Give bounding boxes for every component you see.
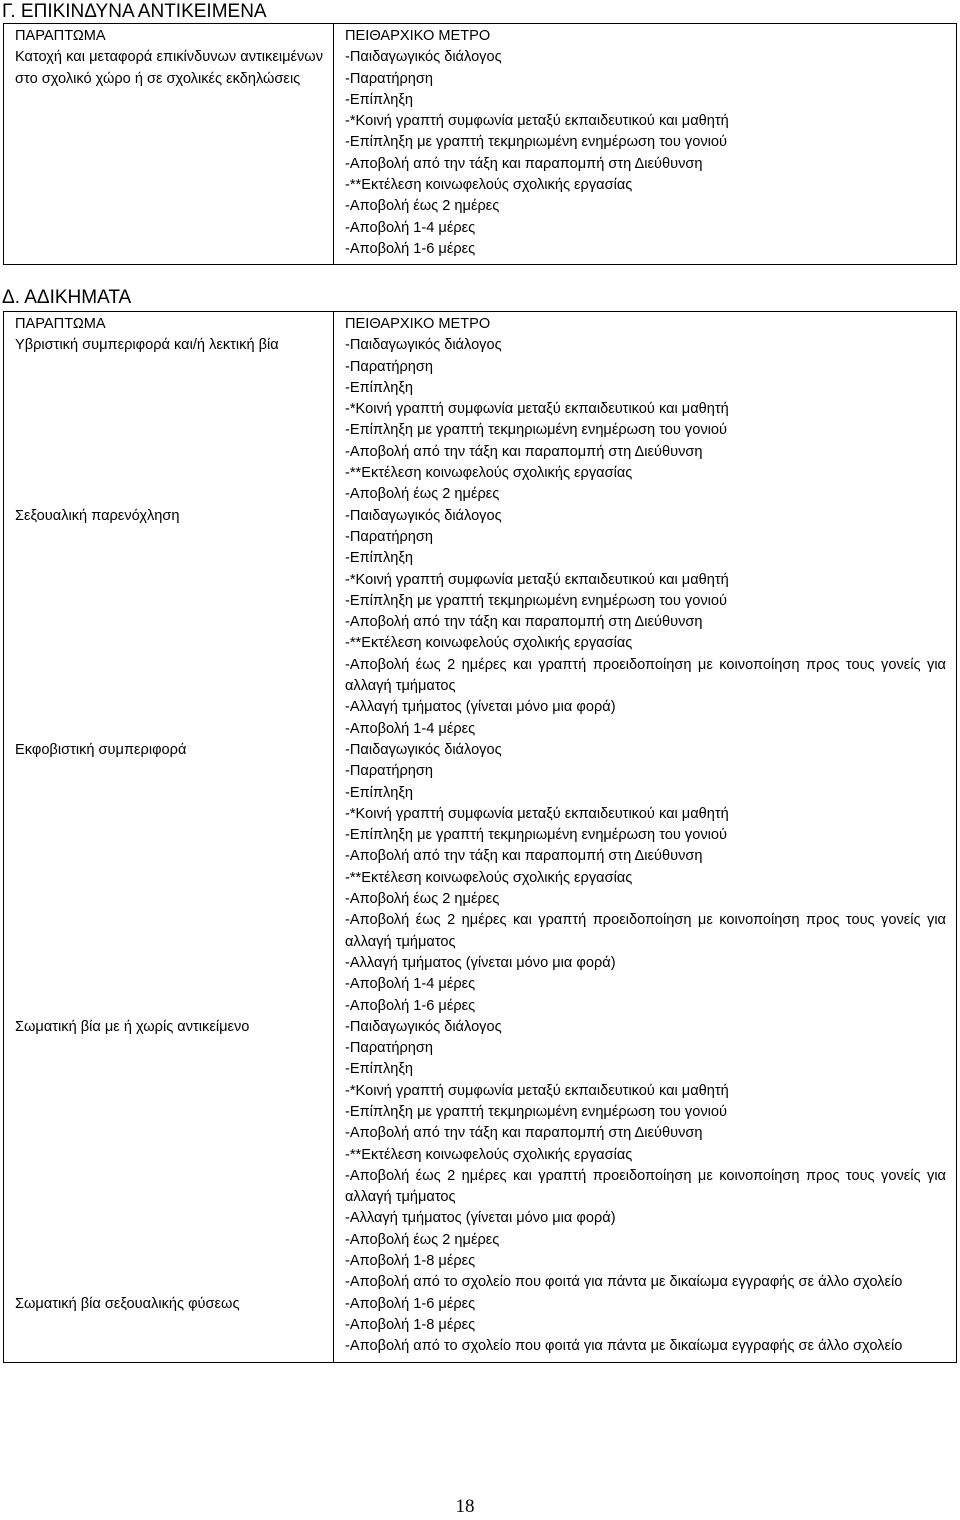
measure-item: -Αποβολή 1-8 μέρες (345, 1253, 476, 1270)
measure-item: -**Εκτέλεση κοινωφελούς σχολικής εργασίας (345, 465, 633, 482)
measure-item: -Επίπληξη (345, 1061, 414, 1078)
measure-item: -Αλλαγή τμήματος (γίνεται μόνο μια φορά) (345, 699, 616, 716)
offense-text: Υβριστική συμπεριφορά και/ή λεκτική βία (15, 337, 279, 354)
offense-column-header: ΠΑΡΑΠΤΩΜΑ (15, 316, 106, 332)
section-heading-offenses: Δ. ΑΔΙΚΗΜΑΤΑ (2, 287, 132, 308)
measure-list (345, 506, 946, 740)
measure-item: -Αποβολή έως 2 ημέρες (345, 891, 500, 908)
measure-item: -*Κοινή γραπτή συμφωνία μεταξύ εκπαιδευτικού και μαθητή (345, 401, 729, 418)
measure-item: -Επίπληξη με γραπτή τεκμηριωμένη ενημέρωση του γονιού (345, 827, 727, 844)
measure-item: -Αλλαγή τμήματος (γίνεται μόνο μια φορά) (345, 954, 616, 971)
offense-text: Σεξουαλική παρενόχληση (15, 507, 180, 524)
offenses-table (3, 311, 957, 1363)
measure-item: -Επίπληξη (345, 550, 414, 567)
measure-item: -Επίπληξη με γραπτή τεκμηριωμένη ενημέρωση του γονιού (345, 134, 727, 151)
measure-item: -Αποβολή έως 2 ημέρες (345, 486, 500, 503)
offense-column-header: ΠΑΡΑΠΤΩΜΑ (15, 28, 106, 44)
offense-text: Εκφοβιστική συμπεριφορά (15, 741, 187, 758)
table-row (4, 24, 957, 265)
measure-item: -Αποβολή από το σχολείο που φοιτά για πάντα με δικαίωμα εγγραφής σε άλλο σχολείο (345, 1274, 903, 1291)
measure-item: -Παρατήρηση (345, 70, 433, 87)
measure-item: -Αποβολή 1-6 μέρες (345, 240, 476, 257)
measure-item: -Αποβολή έως 2 ημέρες (345, 1231, 500, 1248)
measure-item: -*Κοινή γραπτή συμφωνία μεταξύ εκπαιδευτικού και μαθητή (345, 805, 729, 822)
measure-item: -Αποβολή έως 2 ημέρες και γραπτή προειδοποίηση με κοινοποίηση προς τους γονείς για αλλαγή τμήματος (345, 656, 946, 695)
page-number: 18 (455, 1496, 475, 1517)
measure-item: -Επίπληξη (345, 379, 414, 396)
measure-item: -**Εκτέλεση κοινωφελούς σχολικής εργασίας (345, 1146, 633, 1163)
measure-cell (334, 24, 957, 265)
measure-item: -Παρατήρηση (345, 528, 433, 545)
measure-list (345, 1294, 946, 1358)
measure-item: -Αποβολή 1-4 μέρες (345, 720, 476, 737)
measure-item: -Αποβολή από την τάξη και παραπομπή στη Διεύθυνση (345, 1125, 703, 1142)
measure-item: -*Κοινή γραπτή συμφωνία μεταξύ εκπαιδευτικού και μαθητή (345, 1082, 729, 1099)
measure-list (345, 47, 946, 260)
measure-item: -Αποβολή 1-8 μέρες (345, 1316, 476, 1333)
measure-item: -Αποβολή από την τάξη και παραπομπή στη Διεύθυνση (345, 155, 703, 172)
measure-item: -Επίπληξη με γραπτή τεκμηριωμένη ενημέρωση του γονιού (345, 1103, 727, 1120)
measure-item: -Παρατήρηση (345, 1040, 433, 1057)
measure-item: -Αποβολή από το σχολείο που φοιτά για πάντα με δικαίωμα εγγραφής σε άλλο σχολείο (345, 1338, 903, 1355)
offense-cell (4, 24, 334, 265)
measure-item: -Παιδαγωγικός διάλογος (345, 49, 502, 66)
measure-list (345, 1017, 946, 1294)
measure-item: -*Κοινή γραπτή συμφωνία μεταξύ εκπαιδευτικού και μαθητή (345, 113, 729, 130)
measure-item: -Παιδαγωγικός διάλογος (345, 507, 502, 524)
measure-cell (334, 312, 957, 1363)
measure-list (345, 335, 946, 505)
offense-text: Σωματική βία σεξουαλικής φύσεως (15, 1295, 240, 1312)
measure-item: -Παιδαγωγικός διάλογος (345, 741, 502, 758)
measure-item: -Αποβολή 1-4 μέρες (345, 976, 476, 993)
measure-item: -Αποβολή από την τάξη και παραπομπή στη Διεύθυνση (345, 848, 703, 865)
measure-item: -Αποβολή 1-6 μέρες (345, 997, 476, 1014)
measure-item: -*Κοινή γραπτή συμφωνία μεταξύ εκπαιδευτικού και μαθητή (345, 571, 729, 588)
section-heading-dangerous-objects: Γ. ΕΠΙΚΙΝΔΥΝΑ ΑΝΤΙΚΕΙΜΕΝΑ (2, 1, 267, 22)
measure-item: -Αποβολή έως 2 ημέρες και γραπτή προειδοποίηση με κοινοποίηση προς τους γονείς για αλλαγή τμήματος (345, 1167, 946, 1206)
measure-item: -**Εκτέλεση κοινωφελούς σχολικής εργασίας (345, 869, 633, 886)
measure-column-header: ΠΕΙΘΑΡΧΙΚΟ ΜΕΤΡΟ (345, 316, 491, 332)
measure-item: -Αποβολή 1-4 μέρες (345, 219, 476, 236)
measure-item: -Παιδαγωγικός διάλογος (345, 337, 502, 354)
measure-item: -Αποβολή 1-6 μέρες (345, 1295, 476, 1312)
measure-item: -Επίπληξη (345, 91, 414, 108)
offense-text: Σωματική βία με ή χωρίς αντικείμενο (15, 1018, 250, 1035)
measure-column-header: ΠΕΙΘΑΡΧΙΚΟ ΜΕΤΡΟ (345, 28, 491, 44)
measure-item: -Παιδαγωγικός διάλογος (345, 1018, 502, 1035)
measure-list (345, 740, 946, 1017)
measure-item: -Αποβολή από την τάξη και παραπομπή στη Διεύθυνση (345, 614, 703, 631)
table-row (4, 312, 957, 1363)
measure-item: -Επίπληξη με γραπτή τεκμηριωμένη ενημέρωση του γονιού (345, 592, 727, 609)
dangerous-objects-table (3, 23, 957, 265)
measure-item: -Επίπληξη (345, 784, 414, 801)
offense-text: Κατοχή και μεταφορά επικίνδυνων αντικειμένων στο σχολικό χώρο ή σε σχολικές εκδηλώσεις (15, 49, 323, 87)
offense-cell (4, 312, 334, 1363)
measure-item: -Παρατήρηση (345, 358, 433, 375)
measure-item: -Αποβολή από την τάξη και παραπομπή στη Διεύθυνση (345, 443, 703, 460)
measure-item: -**Εκτέλεση κοινωφελούς σχολικής εργασίας (345, 635, 633, 652)
measure-item: -Παρατήρηση (345, 763, 433, 780)
measure-item: -Επίπληξη με γραπτή τεκμηριωμένη ενημέρωση του γονιού (345, 422, 727, 439)
measure-item: -Αποβολή έως 2 ημέρες και γραπτή προειδοποίηση με κοινοποίηση προς τους γονείς για αλλαγή τμήματος (345, 912, 946, 950)
measure-item: -**Εκτέλεση κοινωφελούς σχολικής εργασίας (345, 177, 633, 194)
measure-item: -Αποβολή έως 2 ημέρες (345, 198, 500, 215)
measure-item: -Αλλαγή τμήματος (γίνεται μόνο μια φορά) (345, 1210, 616, 1227)
